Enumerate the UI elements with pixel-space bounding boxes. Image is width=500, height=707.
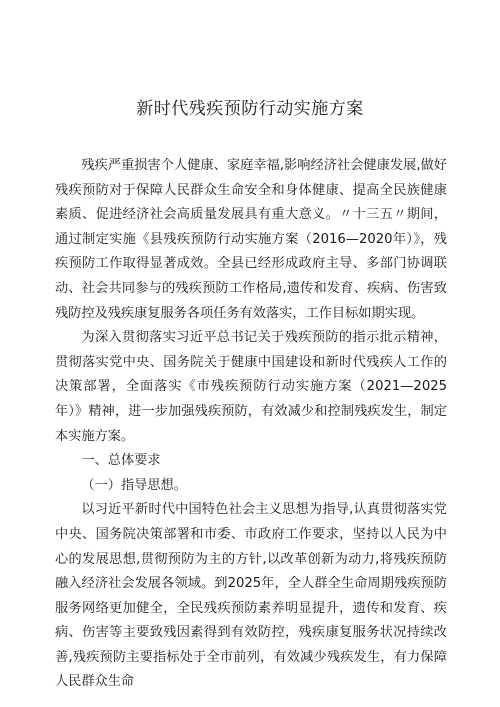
subsection-heading: （一）指导思想。 (81, 477, 187, 493)
document-title: 新时代残疾预防行动实施方案 (136, 99, 364, 119)
paragraph-intro: 残疾严重损害个人健康、家庭幸福,影响经济社会健康发展,做好残疾预防对于保障人民群众生命安全和身体健康、提高全民族健康素质、促进经济社会高质量发展具有重大意义。〃十三五〃期间，通过制定实施《县残疾预防行动实施方案（2016—2020年）》，残疾预防工作取得显著成效。全县已经形成政府主导、多部门协调联动、社会共同参与的残疾预防工作格局,遗传和发育、疾病、伤害致残防控及残疾康复服务各项任务有效落实，工作目标如期实现。 (55, 158, 447, 321)
section-heading: 一、总体要求 (81, 453, 161, 469)
document-body (55, 154, 447, 695)
paragraph-guiding-thought: 以习近平新时代中国特色社会主义思想为指导,认真贯彻落实党中央、国务院决策部署和市委、市政府工作要求，坚持以人民为中心的发展思想,贯彻预防为主的方针,以改革创新为动力,将残疾预防融入经济社会发展各领域。到2025年，全人群全生命周期残疾预防服务网络更加健全，全民残疾预防素养明显提升，遗传和发育、疾病、伤害等主要致残因素得到有效防控，残疾康复服务状况持续改善,残疾预防主要指标处于全市前列，有效减少残疾发生，有力保障人民群众生命 (55, 502, 447, 690)
paragraph-purpose: 为深入贯彻落实习近平总书记关于残疾预防的指示批示精神，贯彻落实党中央、国务院关于健康中国建设和新时代残疾人工作的决策部署，全面落实《市残疾预防行动实施方案（2021—2025年）》精神，进一步加强残疾预防，有效减少和控制残疾发生，制定本实施方案。 (55, 330, 447, 444)
